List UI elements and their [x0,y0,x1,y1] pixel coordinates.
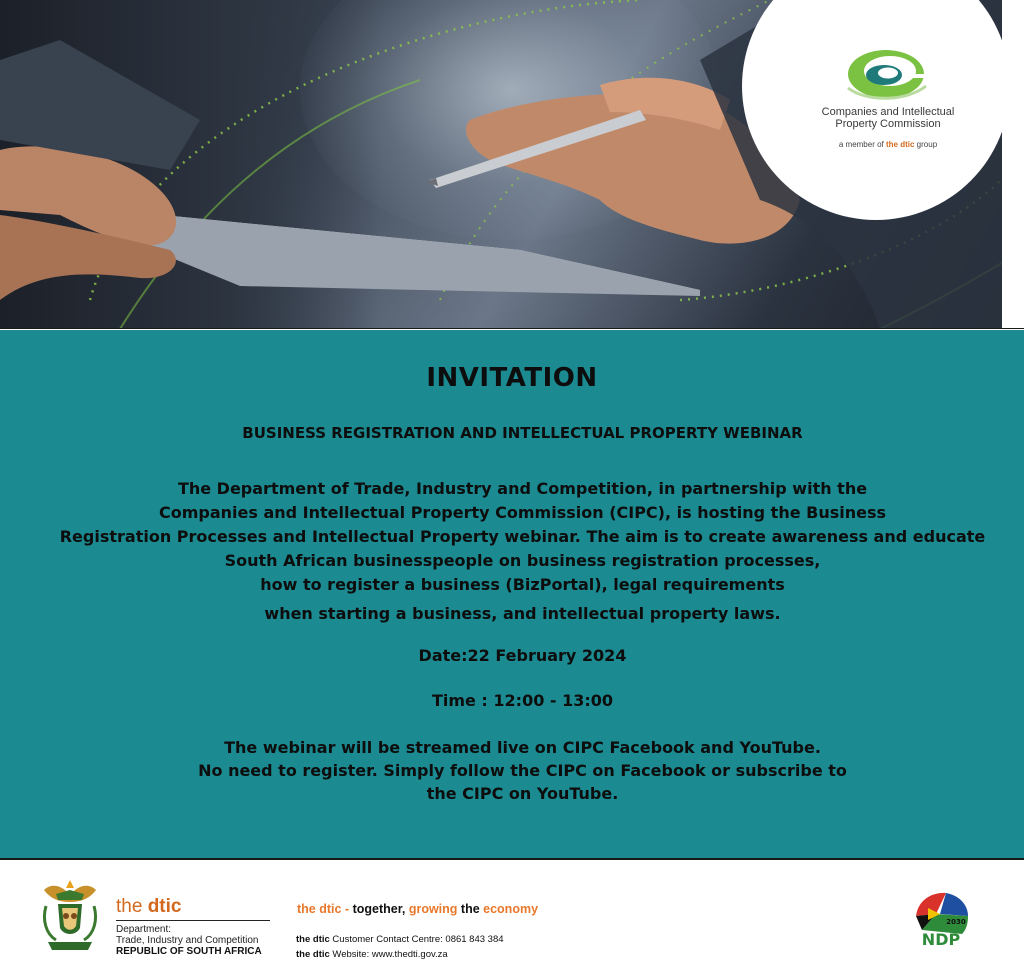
cipc-name-line2: Property Commission [835,118,941,130]
body-line: how to register a business (BizPortal), legal requirements [260,575,785,594]
body-line: Companies and Intellectual Property Commission (CIPC), is hosting the Business [158,503,887,522]
ndp-label: NDP [921,930,961,949]
dtic-contact [296,932,504,962]
tagline-dash: - [341,902,353,916]
tagline-growing: growing [408,902,458,916]
tagline-dtic: the dtic [297,902,342,916]
body-line: South African businesspeople on business registration processes, [224,551,821,570]
member-dtic: the dtic [886,140,915,149]
hero-right-strip [1002,0,1024,329]
member-suffix: group [914,140,938,149]
contact-web-prefix: the dtic [296,949,330,960]
brand-dtic: dtic [147,896,182,917]
footer [0,860,1024,977]
dtic-department [116,924,262,957]
cipc-logo-name [808,106,968,130]
coat-of-arms-icon [38,876,102,956]
ndp-logo-icon [910,890,972,950]
contact-centre-text: Customer Contact Centre: 0861 843 384 [329,934,504,945]
stream-line: The webinar will be streamed live on CIPC Facebook and YouTube. [224,738,821,757]
stream-info [0,736,1024,805]
dept-line3: REPUBLIC OF SOUTH AFRICA [116,946,262,957]
stream-line: No need to register. Simply follow the CIPC on Facebook or subscribe to [198,761,847,780]
contact-web-text: Website: www.thedti.gov.za [329,949,448,960]
invitation-title: INVITATION [426,363,598,393]
invitation-body [0,477,1024,626]
contact-centre-prefix: the dtic [296,934,330,945]
event-date: Date:22 February 2024 [418,646,627,665]
stream-line: the CIPC on YouTube. [426,784,619,803]
cipc-member-line [808,140,968,149]
tagline-the: the [457,902,484,916]
body-line: Registration Processes and Intellectual Property webinar. The aim is to create awareness and educate [59,527,986,546]
cipc-logo-icon [846,44,932,104]
contact-centre [296,932,504,947]
contact-website [296,947,504,962]
invitation-panel [0,330,1024,858]
dtic-rule [116,920,270,921]
dept-line1: Department: [116,924,172,935]
invitation-subtitle: BUSINESS REGISTRATION AND INTELLECTUAL PROPERTY WEBINAR [242,424,803,442]
dtic-brand [116,896,181,918]
dtic-tagline [297,902,538,916]
member-prefix: a member of [838,140,886,149]
ndp-year: 2030 [946,918,966,926]
dept-line2: Trade, Industry and Competition [116,935,259,946]
hero-divider [0,328,1024,329]
brand-the: the [116,896,148,917]
body-line: when starting a business, and intellectual property laws. [264,604,781,623]
body-line: The Department of Trade, Industry and Competition, in partnership with the [177,479,868,498]
cipc-name-line1: Companies and Intellectual [821,106,955,118]
event-time: Time : 12:00 - 13:00 [431,691,614,710]
tagline-economy: economy [483,902,539,916]
tagline-together: together, [352,902,409,916]
